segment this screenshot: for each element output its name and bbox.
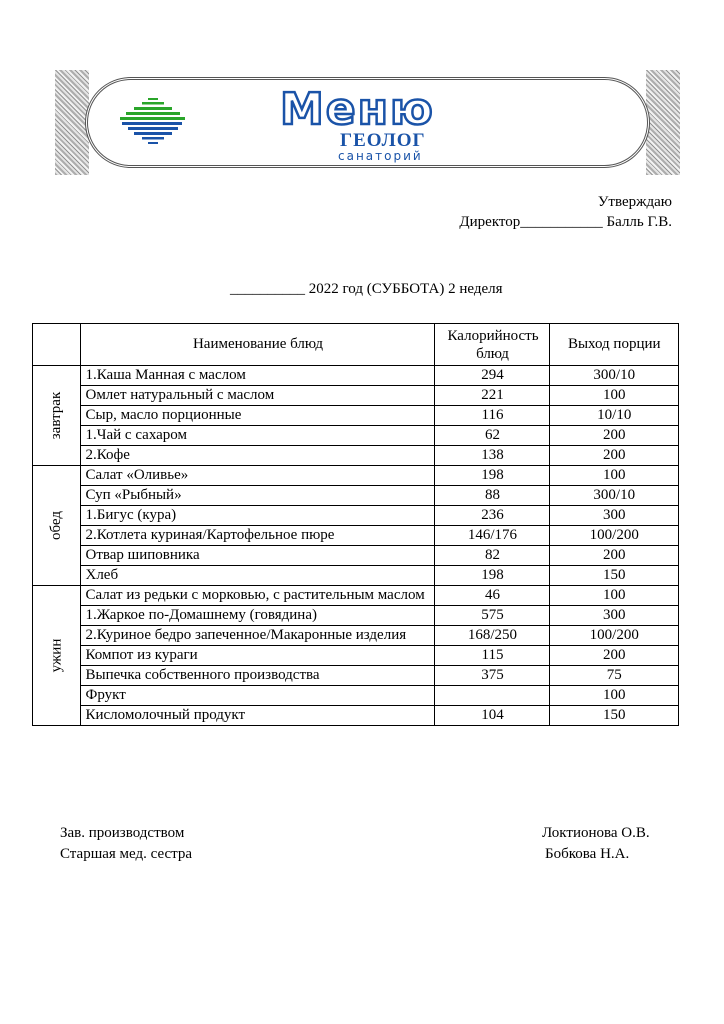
dish-name: Выпечка собственного производства xyxy=(81,666,435,686)
header-dish: Наименование блюд xyxy=(81,324,435,366)
portion: 200 xyxy=(550,446,679,466)
signature-name-1: Локтионова О.В. xyxy=(542,825,650,841)
portion: 300 xyxy=(550,606,679,626)
calories: 168/250 xyxy=(435,626,550,646)
meal-cell xyxy=(33,586,81,726)
portion: 75 xyxy=(550,666,679,686)
dish-name: Фрукт xyxy=(81,686,435,706)
header-calories-text: Калорийность блюд xyxy=(447,327,539,362)
calories: 198 xyxy=(435,566,550,586)
table-row xyxy=(33,406,679,426)
dish-name: Компот из кураги xyxy=(81,646,435,666)
dish-name: Салат «Оливье» xyxy=(81,466,435,486)
ornament-right xyxy=(646,70,680,175)
meal-cell xyxy=(33,466,81,586)
dish-name: 1.Бигус (кура) xyxy=(81,506,435,526)
calories: 138 xyxy=(435,446,550,466)
table-row xyxy=(33,366,679,386)
dish-name: 1.Чай с сахаром xyxy=(81,426,435,446)
portion: 200 xyxy=(550,426,679,446)
portion: 100 xyxy=(550,386,679,406)
calories: 115 xyxy=(435,646,550,666)
approval-label: Утверждаю xyxy=(597,194,672,210)
table-row xyxy=(33,386,679,406)
dish-name: 2.Куриное бедро запеченное/Макаронные изделия xyxy=(81,626,435,646)
table-row xyxy=(33,666,679,686)
table-row xyxy=(33,606,679,626)
portion: 200 xyxy=(550,546,679,566)
date-line: __________ 2022 год (СУББОТА) 2 неделя xyxy=(230,281,503,297)
menu-title: Меню xyxy=(280,84,435,135)
portion: 200 xyxy=(550,646,679,666)
portion: 10/10 xyxy=(550,406,679,426)
table-row xyxy=(33,686,679,706)
calories: 62 xyxy=(435,426,550,446)
ornament-left xyxy=(55,70,89,175)
dish-name: Отвар шиповника xyxy=(81,546,435,566)
calories: 236 xyxy=(435,506,550,526)
portion: 100/200 xyxy=(550,526,679,546)
table-row xyxy=(33,586,679,606)
portion: 100/200 xyxy=(550,626,679,646)
table-row xyxy=(33,486,679,506)
calories: 104 xyxy=(435,706,550,726)
table-row xyxy=(33,506,679,526)
portion: 150 xyxy=(550,706,679,726)
signature-name-2: Бобкова Н.А. xyxy=(545,846,630,862)
dish-name: Сыр, масло порционные xyxy=(81,406,435,426)
table-row xyxy=(33,566,679,586)
menu-banner xyxy=(55,70,680,175)
signature-role-2: Старшая мед. сестра xyxy=(60,846,193,862)
menu-table xyxy=(32,323,679,726)
table-row xyxy=(33,466,679,486)
calories: 575 xyxy=(435,606,550,626)
calories: 82 xyxy=(435,546,550,566)
meal-label: ужин xyxy=(48,638,65,673)
sanatorium-logo-icon xyxy=(120,98,185,146)
table-row xyxy=(33,546,679,566)
calories: 375 xyxy=(435,666,550,686)
calories: 221 xyxy=(435,386,550,406)
table-row xyxy=(33,626,679,646)
header-portion: Выход порции xyxy=(550,324,679,366)
logo-name: ГЕОЛОГ xyxy=(340,130,426,151)
portion: 100 xyxy=(550,586,679,606)
dish-name: 2.Котлета куриная/Картофельное пюре xyxy=(81,526,435,546)
portion: 300 xyxy=(550,506,679,526)
dish-name: 2.Кофе xyxy=(81,446,435,466)
approval-director: Директор___________ Балль Г.В. xyxy=(459,214,672,230)
dish-name: Салат из редьки с морковью, с растительным маслом xyxy=(81,586,435,606)
calories: 88 xyxy=(435,486,550,506)
dish-name: Омлет натуральный с маслом xyxy=(81,386,435,406)
meal-label: завтрак xyxy=(48,391,65,440)
meal-label: обед xyxy=(48,510,65,541)
table-row xyxy=(33,706,679,726)
table-row xyxy=(33,426,679,446)
table-header-row xyxy=(33,324,679,366)
table-row xyxy=(33,446,679,466)
calories: 198 xyxy=(435,466,550,486)
calories: 116 xyxy=(435,406,550,426)
calories xyxy=(435,686,550,706)
logo-subtitle: санаторий xyxy=(338,149,423,163)
portion: 150 xyxy=(550,566,679,586)
portion: 300/10 xyxy=(550,486,679,506)
header-empty-cell xyxy=(33,324,81,366)
calories: 146/176 xyxy=(435,526,550,546)
calories: 46 xyxy=(435,586,550,606)
portion: 100 xyxy=(550,686,679,706)
header-calories xyxy=(435,324,550,366)
calories: 294 xyxy=(435,366,550,386)
table-row xyxy=(33,646,679,666)
dish-name: 1.Жаркое по-Домашнему (говядина) xyxy=(81,606,435,626)
dish-name: Суп «Рыбный» xyxy=(81,486,435,506)
signature-role-1: Зав. производством xyxy=(60,825,185,841)
dish-name: Хлеб xyxy=(81,566,435,586)
dish-name: Кисломолочный продукт xyxy=(81,706,435,726)
meal-cell xyxy=(33,366,81,466)
table-row xyxy=(33,526,679,546)
portion: 300/10 xyxy=(550,366,679,386)
portion: 100 xyxy=(550,466,679,486)
dish-name: 1.Каша Манная с маслом xyxy=(81,366,435,386)
